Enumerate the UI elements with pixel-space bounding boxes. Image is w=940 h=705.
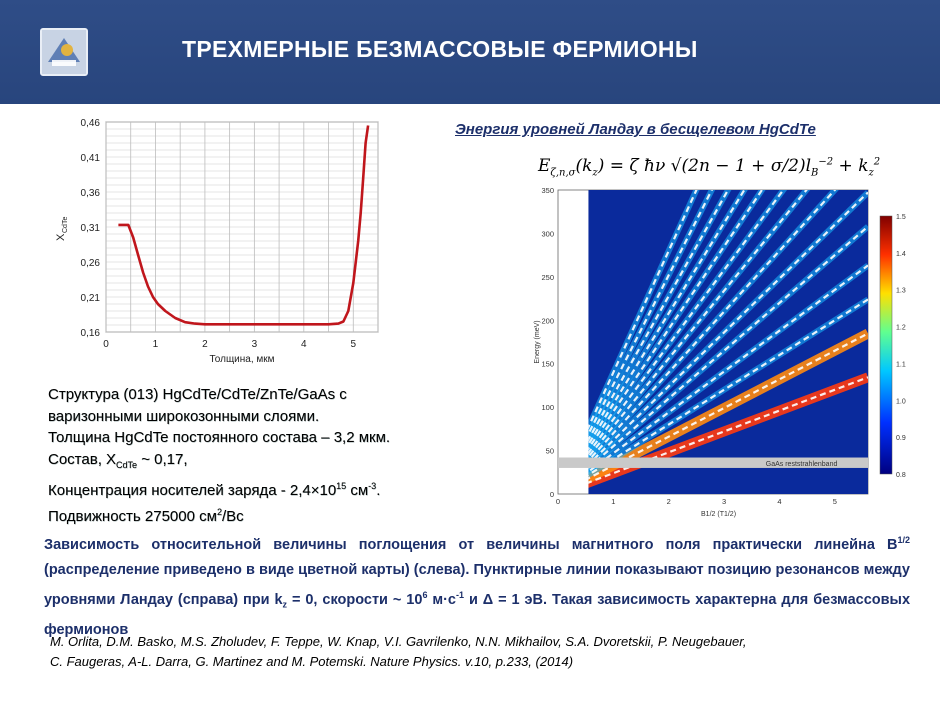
x-tick-label: 5 xyxy=(832,497,837,506)
x-axis-label: Толщина, мкм xyxy=(209,354,275,365)
x-axis-label: B1/2 (T1/2) xyxy=(701,511,737,518)
page-title: ТРЕХМЕРНЫЕ БЕЗМАССОВЫЕ ФЕРМИОНЫ xyxy=(182,36,698,62)
structure-description xyxy=(48,384,390,527)
colorbar-tick-label: 1.4 xyxy=(896,250,906,258)
colorbar-tick-label: 1.2 xyxy=(896,324,906,332)
y-tick-label: 100 xyxy=(541,403,554,413)
x-tick-label: 4 xyxy=(777,497,782,506)
x-tick-label: 1 xyxy=(611,497,616,506)
colorbar-tick-label: 1.5 xyxy=(896,214,906,221)
structure-line: Состав, $X_{CdTe}$ ~ 0,17, xyxy=(48,450,188,470)
colorbar-tick-label: 1.0 xyxy=(896,398,906,406)
structure-line: Структура (013) HgCdTe/CdTe/ZnTe/GaAs с xyxy=(48,386,347,403)
y-tick-label: 0 xyxy=(549,490,554,499)
y-tick-label: 0,46 xyxy=(80,118,100,129)
x-tick-label: 2 xyxy=(666,497,671,506)
y-tick-label: 150 xyxy=(541,359,554,369)
x-tick-label: 0 xyxy=(555,497,561,506)
y-tick-label: 200 xyxy=(541,316,554,326)
structure-line: Концентрация носителей заряда - $2,4\times 10^{15}$ $см^{-3}$. xyxy=(48,481,381,499)
structure-line: Подвижность 275000 $см^2/Вс$ xyxy=(48,506,244,525)
x-tick-label: 5 xyxy=(350,339,357,350)
description-paragraph: Зависимость относительной величины поглощения от величины магнитного поля практически линейна $B^{1/2}$ (распределение приведено в виде цветной карты) (слева). Пунктирные линии показывают позицию резонансов между уровнями Ландау (справа) при $k_z = 0$, скорости ~ $10^6$ $м\cdot с^{-1}$ и Δ = 1 эВ. Такая зависимость характерна для безмассовых фермионов xyxy=(44,535,911,638)
structure-line: Толщина HgCdTe постоянного состава – 3,2 мкм. xyxy=(48,429,391,446)
colorbar-tick-label: 1.3 xyxy=(896,287,906,295)
y-tick-label: 350 xyxy=(541,186,554,195)
reststrahlen-band-label: GaAs reststrahlenband xyxy=(765,460,838,468)
y-tick-label: 0,36 xyxy=(80,188,100,199)
colorbar xyxy=(880,216,892,474)
x-tick-label: 3 xyxy=(251,339,258,350)
y-tick-label: 0,16 xyxy=(80,328,100,339)
y-axis-label: Energy (meV) xyxy=(534,320,541,364)
x-tick-label: 4 xyxy=(301,339,307,350)
header-bar xyxy=(0,0,940,104)
y-axis-label-sub: CdTe xyxy=(62,216,69,233)
absorption-heatmap-chart xyxy=(528,184,918,518)
x-tick-label: 1 xyxy=(152,339,159,350)
structure-line: варизонными широкозонными слоями. xyxy=(48,407,320,425)
y-tick-label: 0,26 xyxy=(80,258,100,269)
y-tick-label: 250 xyxy=(541,272,554,282)
reference-citation: M. Orlita, D.M. Basko, M.S. Zholudev, F. Teppe, W. Knap, V.I. Gavrilenko, N.N. Mikhailov, S.A. Dvoretskii, P. Neugebauer, C. Faugeras, A-L. Darra, G. Martinez and M. Potemski. Nature Physics. v.10, p.233, (2014) xyxy=(50,634,747,669)
y-tick-label: 300 xyxy=(541,229,554,239)
y-tick-label: 0,21 xyxy=(80,293,100,304)
landau-energy-formula: $E_{\zeta,n,\sigma}(k_z) = \zeta$ ħν $√(2n - 1 + \sigma/2)l_B^{-2} + k_z^2$ xyxy=(538,156,881,179)
x-tick-label: 0 xyxy=(103,339,109,350)
institute-logo-icon xyxy=(40,28,88,76)
composition-profile-chart xyxy=(48,112,388,365)
y-tick-label: 0,41 xyxy=(80,153,100,164)
x-tick-label: 2 xyxy=(202,339,208,350)
colorbar-tick-label: 0.9 xyxy=(896,435,906,443)
colorbar-tick-label: 0.8 xyxy=(896,472,906,479)
y-axis-label: X xyxy=(55,233,67,241)
landau-levels-title: Энергия уровней Ландау в бесщелевом HgCdTe xyxy=(455,121,816,138)
y-tick-label: 0,31 xyxy=(80,223,100,234)
y-tick-label: 50 xyxy=(545,446,554,456)
x-tick-label: 3 xyxy=(721,497,727,506)
colorbar-tick-label: 1.1 xyxy=(896,361,906,369)
